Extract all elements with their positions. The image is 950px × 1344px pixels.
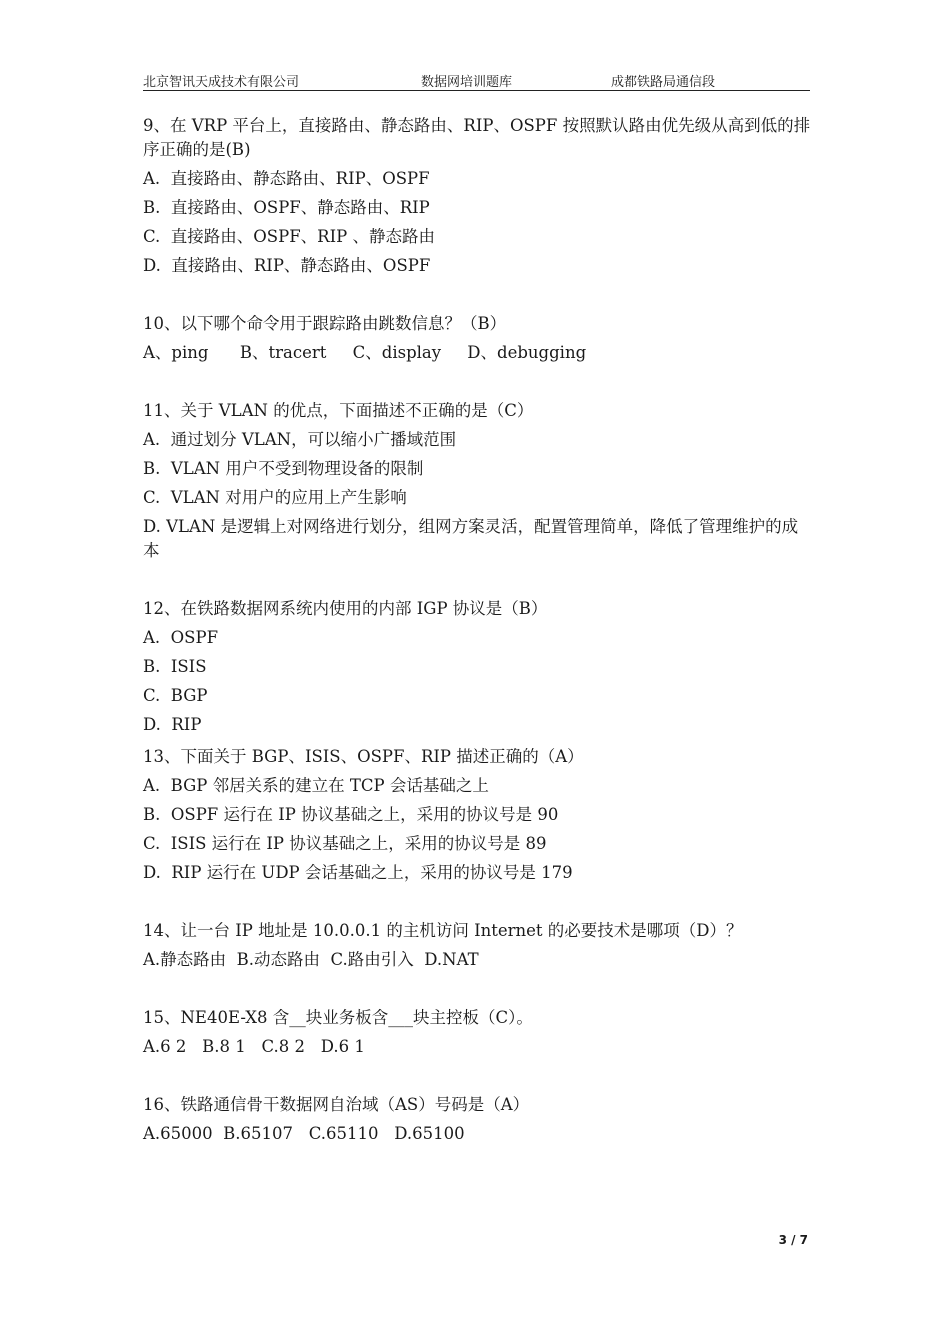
option-row: A.静态路由 B.动态路由 C.路由引入 D.NAT: [143, 950, 479, 969]
option-a: A. 通过划分 VLAN，可以缩小广播域范围: [143, 430, 457, 449]
header-company: 北京智讯天成技术有限公司: [143, 75, 300, 90]
question-stem: 15、NE40E-X8 含__块业务板含___块主控板（C）。: [143, 1008, 533, 1027]
option-c: C. VLAN 对用户的应用上产生影响: [143, 488, 407, 507]
question-9: [143, 114, 813, 278]
option-d: D. RIP: [143, 715, 202, 734]
question-stem: 10、以下哪个命令用于跟踪路由跳数信息？（B）: [143, 314, 507, 333]
question-13: [143, 745, 813, 885]
option-b: B. ISIS: [143, 657, 207, 676]
question-12: [143, 597, 813, 737]
option-a: A. 直接路由、静态路由、RIP、OSPF: [143, 169, 430, 188]
option-b: B. VLAN 用户不受到物理设备的限制: [143, 459, 424, 478]
option-b: B. 直接路由、OSPF、静态路由、RIP: [143, 198, 430, 217]
option-row: A.65000 B.65107 C.65110 D.65100: [143, 1124, 465, 1143]
question-stem: 11、关于 VLAN 的优点，下面描述不正确的是（C）: [143, 401, 534, 420]
option-row: A、ping B、tracert C、display D、debugging: [143, 343, 587, 362]
option-d: D. 直接路由、RIP、静态路由、OSPF: [143, 256, 431, 275]
header-department: 成都铁路局通信段: [611, 75, 716, 90]
question-stem: 16、铁路通信骨干数据网自治域（AS）号码是（A）: [143, 1095, 530, 1114]
option-c: C. BGP: [143, 686, 208, 705]
question-14: [143, 919, 813, 972]
question-stem: 13、下面关于 BGP、ISIS、OSPF、RIP 描述正确的（A）: [143, 747, 584, 766]
header-title: 数据网培训题库: [421, 75, 513, 90]
page-header: [143, 70, 810, 91]
question-10: [143, 312, 813, 365]
question-11: [143, 399, 813, 563]
question-16: [143, 1093, 813, 1146]
option-c: C. ISIS 运行在 IP 协议基础之上，采用的协议号是 89: [143, 834, 547, 853]
option-b: B. OSPF 运行在 IP 协议基础之上，采用的协议号是 90: [143, 805, 559, 824]
question-15: [143, 1006, 813, 1059]
option-a: A. OSPF: [143, 628, 219, 647]
option-d: D. RIP 运行在 UDP 会话基础之上，采用的协议号是 179: [143, 863, 573, 882]
question-stem: 12、在铁路数据网系统内使用的内部 IGP 协议是（B）: [143, 599, 548, 618]
option-c: C. 直接路由、OSPF、RIP 、静态路由: [143, 227, 435, 246]
question-stem: 9、在 VRP 平台上，直接路由、静态路由、RIP、OSPF 按照默认路由优先级从高到低的排序正确的是(B): [143, 116, 811, 159]
option-row: A.6 2 B.8 1 C.8 2 D.6 1: [143, 1037, 365, 1056]
page-number: 3 / 7: [778, 1233, 808, 1247]
question-stem: 14、让一台 IP 地址是 10.0.0.1 的主机访问 Internet 的必要技术是哪项（D）？: [143, 921, 743, 940]
question-list: [143, 114, 813, 1146]
option-d: D. VLAN 是逻辑上对网络进行划分，组网方案灵活，配置管理简单，降低了管理维护的成本: [143, 517, 799, 560]
option-a: A. BGP 邻居关系的建立在 TCP 会话基础之上: [143, 776, 489, 795]
